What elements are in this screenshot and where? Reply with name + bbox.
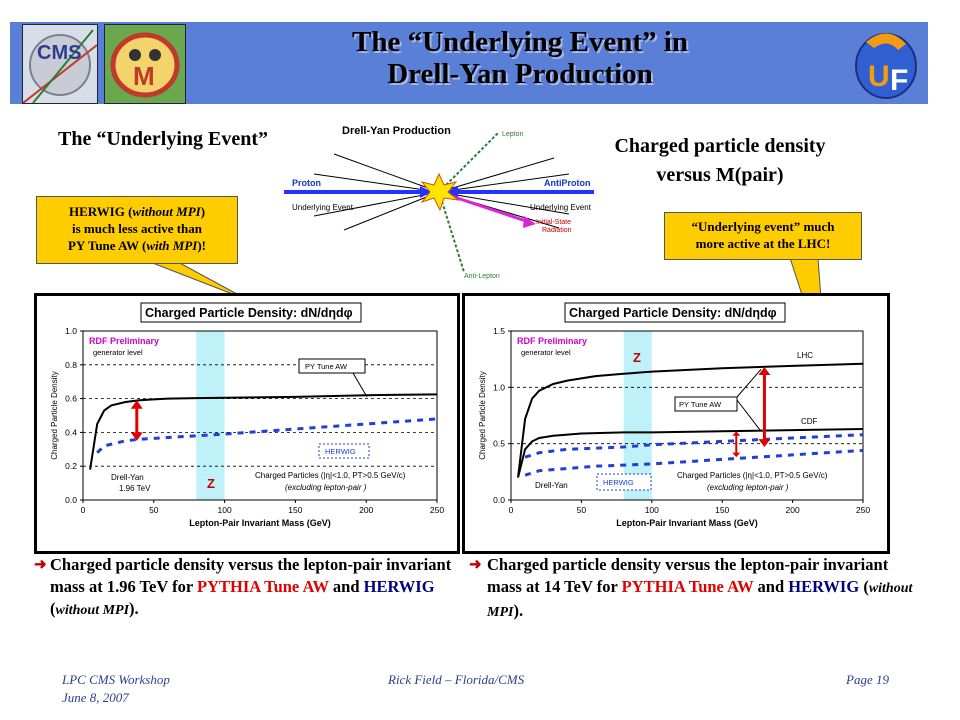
energy-label: 1.96 TeV — [119, 484, 151, 493]
y-axis-label: Charged Particle Density — [478, 371, 487, 460]
x-tick-label: 250 — [429, 505, 445, 515]
x-tick-label: 0 — [80, 505, 86, 515]
z-band — [196, 331, 224, 500]
cdf-label: CDF — [801, 417, 818, 426]
prelim-label: RDF Preliminary — [517, 336, 588, 346]
y-tick-label: 0.8 — [65, 359, 77, 370]
svg-text:U: U — [868, 60, 890, 93]
footer-workshop: LPC CMS Workshop — [62, 672, 170, 687]
x-tick-label: 200 — [359, 505, 374, 515]
y-tick-label: 0.4 — [65, 427, 77, 438]
x-axis-label: Lepton-Pair Invariant Mass (GeV) — [189, 518, 331, 528]
footer-author: Rick Field – Florida/CMS — [388, 672, 525, 687]
anti-lepton-label: Anti-Lepton — [464, 273, 500, 280]
y-tick-label: 0.0 — [493, 495, 505, 505]
pytune-pointer — [737, 400, 761, 431]
x-tick-label: 100 — [217, 505, 232, 515]
x-tick-label: 200 — [785, 505, 800, 515]
pytune-label: PY Tune AW — [305, 362, 348, 371]
generator-label: generator level — [521, 348, 571, 357]
x-tick-label: 150 — [715, 505, 730, 515]
chart-title: Charged Particle Density: dN/dηdφ — [145, 306, 353, 320]
lhc-difference-arrow-head — [758, 439, 770, 447]
z-label: Z — [633, 350, 641, 365]
ue-right-label: Underlying Event — [530, 203, 591, 212]
x-tick-label: 0 — [508, 505, 514, 515]
footer-page: Page 19 — [846, 672, 889, 687]
cuts-label: Charged Particles (|η|<1.0, PT>0.5 GeV/c) — [255, 471, 406, 480]
series-line — [97, 419, 437, 453]
pytune-pointer — [353, 373, 367, 397]
chart-title: Charged Particle Density: dN/dηdφ — [569, 306, 777, 320]
x-tick-label: 150 — [288, 505, 303, 515]
y-tick-label: 0.2 — [65, 461, 77, 472]
cuts-label: Charged Particles (|η|<1.0, PT>0.5 GeV/c) — [677, 471, 828, 480]
diagram-title: Drell-Yan Production — [342, 125, 451, 137]
antiproton-label: AntiProton — [544, 178, 591, 188]
herwig-callout: HERWIG (without MPI) is much less active than PY Tune AW (with MPI)! — [36, 196, 238, 264]
title-line-1: The “Underlying Event” in — [352, 26, 688, 58]
pytune-pointer — [737, 369, 761, 397]
chart-lhc — [465, 296, 887, 551]
proton-label: Proton — [292, 178, 321, 188]
x-tick-label: 250 — [855, 505, 871, 515]
bullet-left: ➜ Charged particle density versus the lepton-pair invariant mass at 1.96 TeV for PYTHIA Tune AW and HERWIG (without MPI). — [34, 555, 452, 618]
herwig-label: HERWIG — [325, 447, 356, 456]
excl-label: (excluding lepton-pair ) — [285, 483, 367, 492]
y-tick-label: 1.0 — [65, 326, 77, 336]
bullet-right: ➜ Charged particle density versus the lepton-pair invariant mass at 14 TeV for PYTHIA Tune AW and HERWIG (without MPI). — [469, 555, 913, 620]
chart-panel-tevatron — [34, 293, 460, 554]
lhc-difference-arrow-head — [758, 367, 770, 375]
isr-label-1: Initial-State — [536, 219, 572, 226]
charged-density-title-line-2: versus M(pair) — [656, 164, 784, 186]
ue-left-label: Underlying Event — [292, 203, 353, 212]
generator-label: generator level — [93, 348, 143, 357]
lhc-callout: “Underlying event” much more active at the LHC! — [664, 212, 862, 260]
svg-text:F: F — [890, 64, 909, 97]
prelim-label: RDF Preliminary — [89, 336, 160, 346]
x-tick-label: 50 — [576, 505, 587, 515]
y-tick-label: 0.6 — [65, 393, 77, 404]
lhc-label: LHC — [797, 351, 814, 360]
charged-density-title-line-1: Charged particle density — [614, 135, 826, 157]
y-tick-label: 0.0 — [65, 495, 77, 505]
x-axis-label: Lepton-Pair Invariant Mass (GeV) — [616, 518, 758, 528]
chart-tevatron — [37, 296, 457, 551]
bullet-arrow-icon: ➜ — [469, 557, 482, 573]
process-label: Drell-Yan — [111, 473, 144, 482]
herwig-label: HERWIG — [603, 478, 634, 487]
bullet-arrow-icon: ➜ — [34, 557, 47, 573]
m-logo-text: M — [133, 61, 155, 91]
y-axis-label: Charged Particle Density — [50, 371, 59, 460]
y-tick-label: 0.5 — [493, 438, 505, 449]
isr-label-2: Radiation — [542, 227, 572, 234]
x-tick-label: 50 — [149, 505, 159, 515]
cms-logo-text: CMS — [37, 42, 82, 64]
footer-date: June 8, 2007 — [62, 690, 129, 705]
x-tick-label: 100 — [644, 505, 659, 515]
lepton-label: Lepton — [502, 131, 524, 138]
y-tick-label: 1.5 — [493, 326, 505, 336]
excl-label: (excluding lepton-pair ) — [707, 483, 789, 492]
pytune-label: PY Tune AW — [679, 400, 722, 409]
underlying-event-label: The “Underlying Event” — [58, 128, 269, 150]
process-label: Drell-Yan — [535, 481, 568, 490]
chart-panel-lhc — [462, 293, 890, 554]
y-tick-label: 1.0 — [493, 382, 505, 393]
z-label: Z — [207, 476, 215, 491]
cdf-difference-arrow-head — [732, 453, 740, 458]
title-line-2: Drell-Yan Production — [387, 58, 653, 90]
